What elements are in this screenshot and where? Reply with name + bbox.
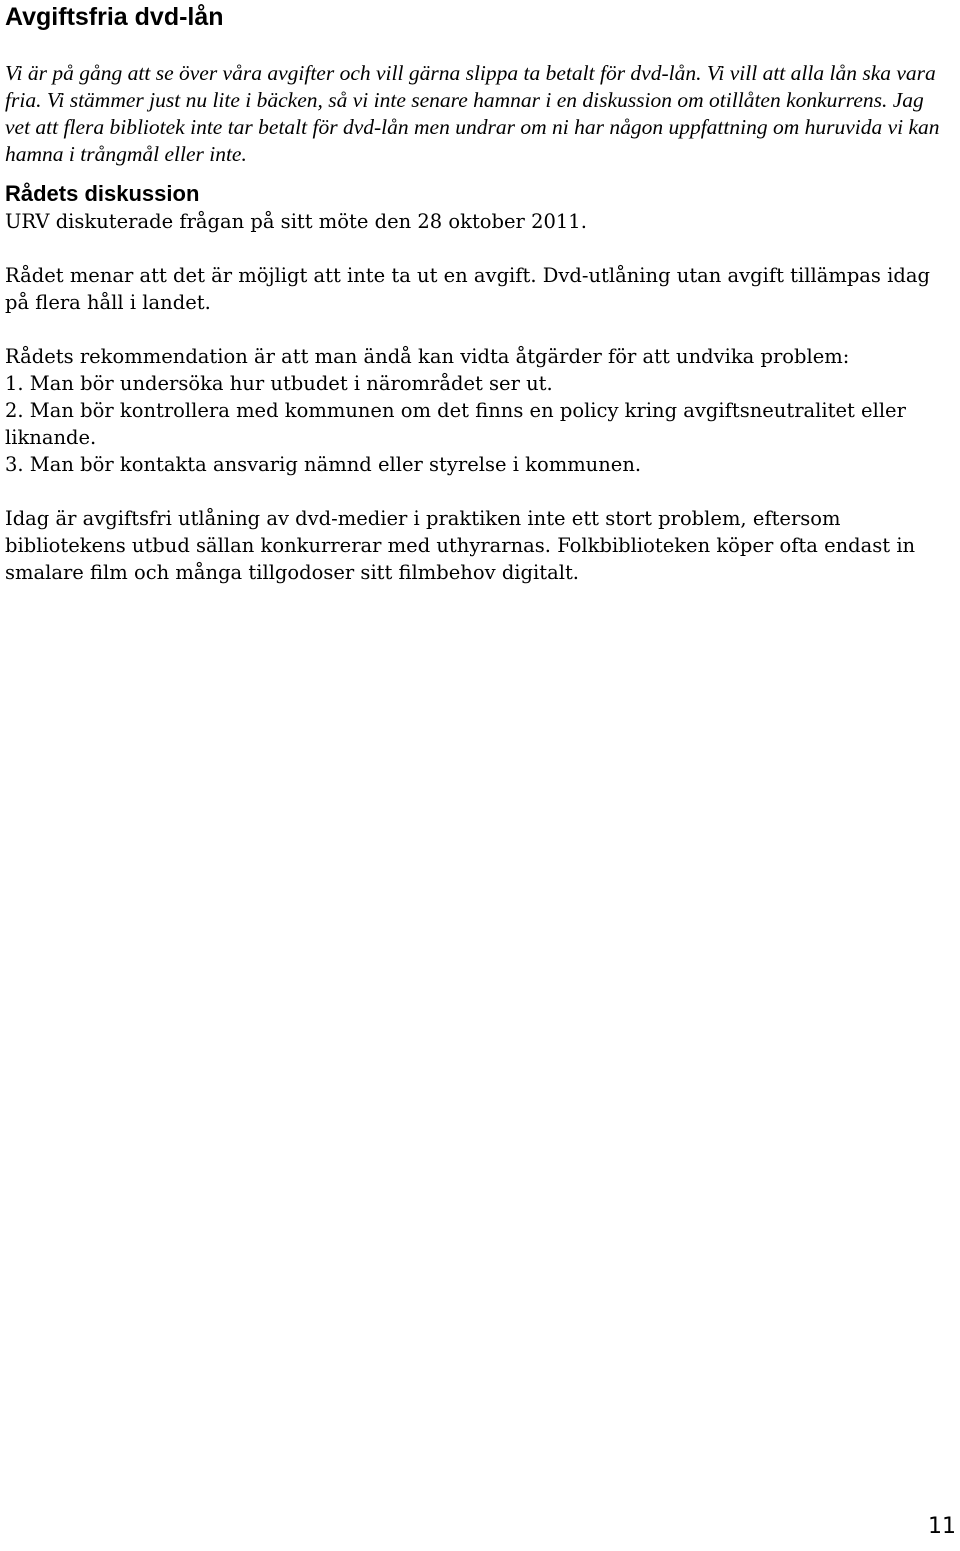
question-text: Vi är på gång att se över våra avgifter och vill gärna slippa ta betalt för dvd-lån. Vi vill att alla lån ska vara fria. Vi stämmer just nu lite i bäcken, så vi inte senare hamnar i en diskussion om otillåten konkurrens. Jag vet att flera bibliotek inte tar betalt för dvd-lån men undrar om ni har någon uppfattning om huruvida vi kan hamna i trångmål eller inte.	[5, 61, 940, 166]
meeting-paragraph: URV diskuterade frågan på sitt möte den 28 oktober 2011.	[5, 210, 587, 233]
section-heading: Rådets diskussion	[5, 181, 200, 206]
summary-paragraph: Idag är avgiftsfri utlåning av dvd-medier i praktiken inte ett stort problem, eftersom bibliotekens utbud sällan konkurrerar med uthyrarnas. Folkbiblioteken köper ofta endast in smalare film och många tillgodoser sitt filmbehov digitalt.	[5, 507, 916, 584]
recommendation-intro: Rådets rekommendation är att man ändå kan vidta åtgärder för att undvika problem:	[5, 345, 850, 368]
page-number: 11	[928, 1514, 956, 1539]
page-title: Avgiftsfria dvd-lån	[5, 3, 224, 31]
recommendation-item: 1. Man bör undersöka hur utbudet i närområdet ser ut.	[5, 372, 553, 395]
document-page	[5, 0, 950, 586]
recommendation-item: 3. Man bör kontakta ansvarig nämnd eller styrelse i kommunen.	[5, 453, 642, 476]
recommendation-item: 2. Man bör kontrollera med kommunen om det finns en policy kring avgiftsneutralitet eller liknande.	[5, 399, 906, 449]
recommendation-block	[5, 343, 950, 478]
opinion-paragraph: Rådet menar att det är möjligt att inte ta ut en avgift. Dvd-utlåning utan avgift tillämpas idag på flera håll i landet.	[5, 264, 930, 314]
